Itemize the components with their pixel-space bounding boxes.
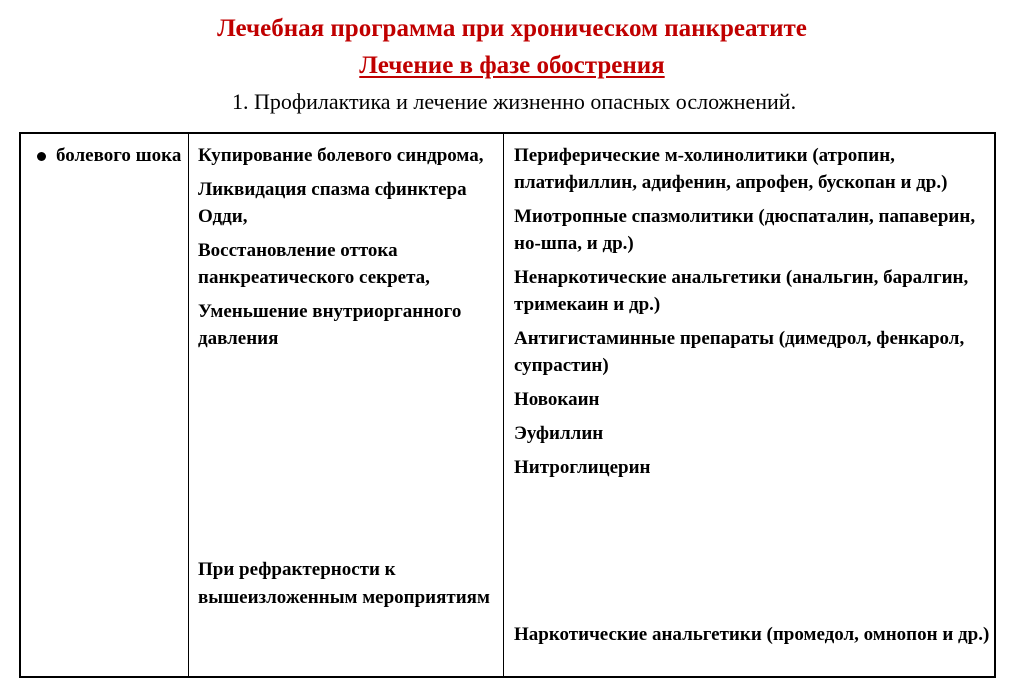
goal-item: Купирование болевого синдрома, xyxy=(198,145,484,166)
treatment-table xyxy=(19,132,996,678)
narcotic-analgesics: Наркотические анальгетики (промедол, омнопон и др.) xyxy=(514,624,990,645)
drug-item: Новокаин xyxy=(514,389,600,410)
drug-item: Антигистаминные препараты (димедрол, фенкарол, супрастин) xyxy=(514,328,965,376)
refractory-note: При рефрактерности к вышеизложенным мероприятиям xyxy=(198,559,490,608)
column-divider xyxy=(188,134,189,676)
slide-subtitle xyxy=(0,51,1024,81)
column-divider xyxy=(503,134,504,676)
drug-item: Ненаркотические анальгетики (анальгин, баралгин, тримекаин и др.) xyxy=(514,267,969,315)
goal-item: Ликвидация спазма сфинктера Одди, xyxy=(198,179,467,227)
condition-text: болевого шока xyxy=(56,145,182,166)
drug-item: Нитроглицерин xyxy=(514,457,651,478)
drug-item: Эуфиллин xyxy=(514,423,604,444)
drugs-cell xyxy=(514,142,990,488)
drug-item: Миотропные спазмолитики (дюспаталин, папаверин, но-шпа, и др.) xyxy=(514,206,976,254)
slide-subtitle-text: Лечение в фазе обострения xyxy=(359,52,665,79)
slide-title: Лечебная программа при хроническом панкреатите xyxy=(217,15,807,42)
goals-cell xyxy=(198,142,498,359)
condition-cell xyxy=(37,142,182,169)
goal-item: Уменьшение внутриорганного давления xyxy=(198,301,462,349)
section-heading: 1. Профилактика и лечение жизненно опасных осложнений. xyxy=(232,89,797,114)
goal-item: Восстановление оттока панкреатического секрета, xyxy=(198,240,430,288)
bullet-icon xyxy=(37,152,46,161)
drug-item: Периферические м-холинолитики (атропин, платифиллин, адифенин, апрофен, бускопан и др.) xyxy=(514,145,948,193)
